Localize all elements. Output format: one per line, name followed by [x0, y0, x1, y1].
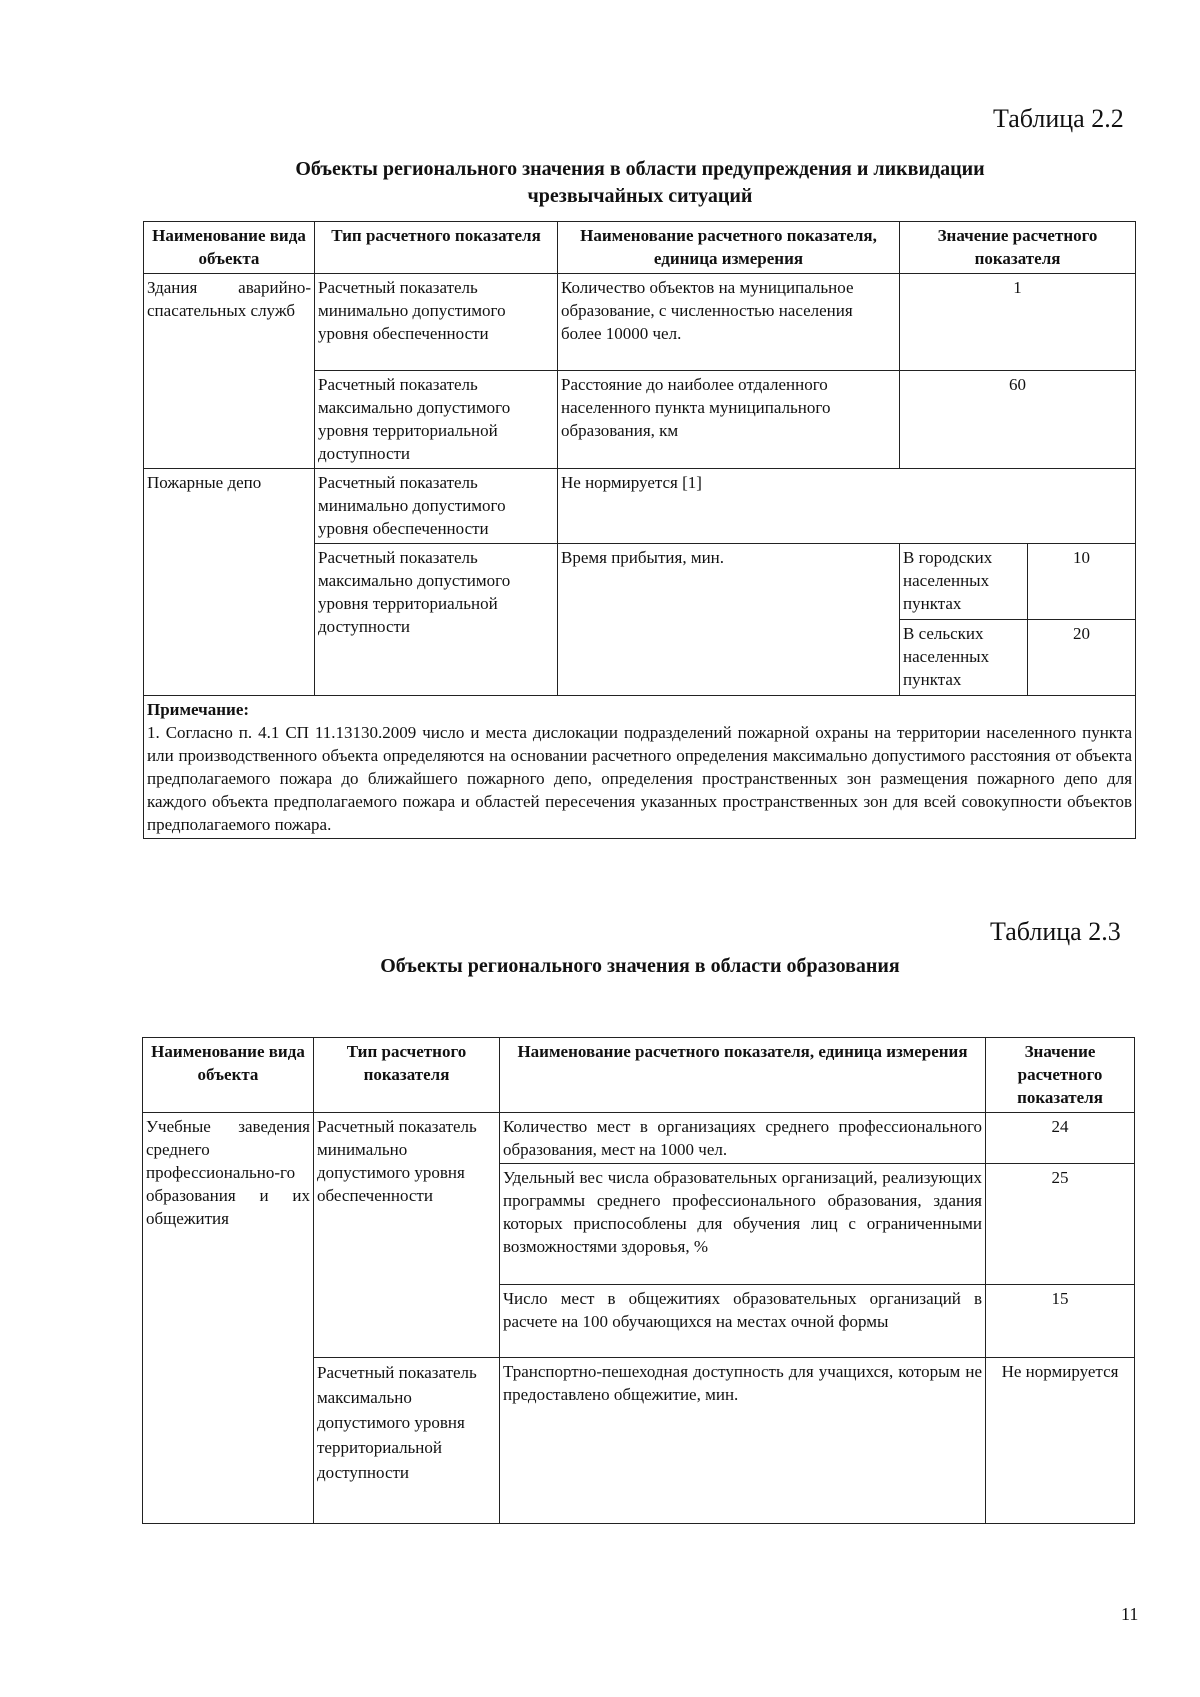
type-cell: Расчетный показатель минимально допустимого уровня обеспеченности: [315, 469, 558, 544]
header-indicator: Наименование расчетного показателя, единица измерения: [500, 1038, 986, 1113]
header-type: Тип расчетного показателя: [315, 222, 558, 274]
sub-label-cell: В городских населенных пунктах: [900, 544, 1028, 620]
indicator-cell: Количество мест в организациях среднего профессионального образования, мест на 1000 чел.: [500, 1113, 986, 1164]
indicator-cell: Расстояние до наиболее отдаленного населенного пункта муниципального образования, км: [558, 371, 900, 469]
header-indicator: Наименование расчетного показателя, единица измерения: [558, 222, 900, 274]
table-row: [143, 1113, 1135, 1164]
indicator-cell: Удельный вес числа образовательных организаций, реализующих программы среднего профессионального образования, здания которых приспособлены для обучения лиц с ограниченными возможностями здоровья, %: [500, 1164, 986, 1285]
table-2-2-title: [140, 156, 1140, 210]
header-value: Значение расчетного показателя: [986, 1038, 1135, 1113]
value-cell: 25: [986, 1164, 1135, 1285]
object-cell: Пожарные депо: [144, 469, 315, 696]
note-row: [144, 696, 1136, 839]
note-cell: [144, 696, 1136, 839]
type-cell: Расчетный показатель максимально допустимого уровня территориальной доступности: [315, 371, 558, 469]
object-cell: Здания аварийно-спасательных служб: [144, 274, 315, 469]
table-row: [144, 274, 1136, 371]
table-2-2-caption: Таблица 2.2: [993, 104, 1124, 133]
table-header-row: [144, 222, 1136, 274]
indicator-cell: Время прибытия, мин.: [558, 544, 900, 696]
table-row: [144, 469, 1136, 544]
type-cell: Расчетный показатель минимально допустимого уровня обеспеченности: [315, 274, 558, 371]
value-cell: 20: [1028, 620, 1136, 696]
type-cell: Расчетный показатель максимально допустимого уровня территориальной доступности: [314, 1358, 500, 1524]
table-2-3: [142, 1037, 1135, 1524]
header-object: Наименование вида объекта: [143, 1038, 314, 1113]
table-2-3-caption: Таблица 2.3: [990, 917, 1121, 946]
table-2-3-title: Объекты регионального значения в области образования: [380, 955, 900, 977]
indicator-cell: Транспортно-пешеходная доступность для учащихся, которым не предоставлено общежитие, мин.: [500, 1358, 986, 1524]
note-text: 1. Согласно п. 4.1 СП 11.13130.2009 число и места дислокации подразделений пожарной охраны на территории населенного пункта или производственного объекта определяются на основании расчетного определения максимально допустимого расстояния от объекта предполагаемого пожара до ближайшего пожарного депо, определения пространственных зон размещения пожарного депо для каждого объекта предполагаемого пожара и областей пересечения указанных пространственных зон для всей совокупности объектов предполагаемого пожара.: [147, 723, 1133, 834]
indicator-cell: Количество объектов на муниципальное образование, с численностью населения более 10000 чел.: [558, 274, 900, 371]
value-cell: 15: [986, 1285, 1135, 1358]
table-header-row: [143, 1038, 1135, 1113]
value-cell: 1: [900, 274, 1136, 371]
type-cell: Расчетный показатель минимально допустимого уровня обеспеченности: [314, 1113, 500, 1358]
header-type: Тип расчетного показателя: [314, 1038, 500, 1113]
value-cell: 60: [900, 371, 1136, 469]
page-number: 11: [1121, 1604, 1139, 1624]
note-title: Примечание:: [147, 700, 250, 719]
type-cell: Расчетный показатель максимально допустимого уровня территориальной доступности: [315, 544, 558, 696]
indicator-cell: Не нормируется [1]: [558, 469, 1136, 544]
table-2-2: [143, 221, 1136, 839]
header-value: Значение расчетного показателя: [900, 222, 1136, 274]
sub-label-cell: В сельских населенных пунктах: [900, 620, 1028, 696]
object-cell: Учебные заведения среднего профессионально-го образования и их общежития: [143, 1113, 314, 1524]
value-cell: 24: [986, 1113, 1135, 1164]
header-object: Наименование вида объекта: [144, 222, 315, 274]
value-cell: Не нормируется: [986, 1358, 1135, 1524]
table-2-2-title-line2: чрезвычайных ситуаций: [527, 185, 753, 207]
value-cell: 10: [1028, 544, 1136, 620]
table-2-2-title-line1: Объекты регионального значения в области предупреждения и ликвидации: [295, 158, 985, 180]
indicator-cell: Число мест в общежитиях образовательных организаций в расчете на 100 обучающихся на местах очной формы: [500, 1285, 986, 1358]
